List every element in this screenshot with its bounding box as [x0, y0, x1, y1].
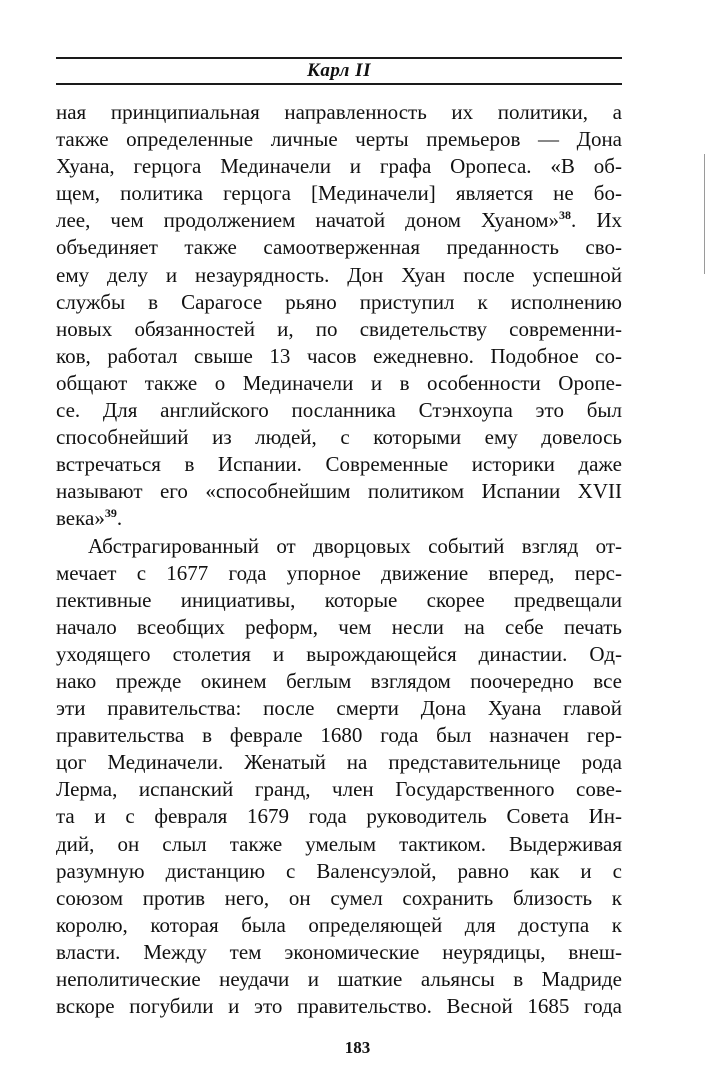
text-segment: . Их: [571, 208, 622, 233]
text-line: объединяет также самоотверженная преданность сво-: [56, 235, 622, 260]
text-line: ная принципиальная направленность их политики, а: [56, 100, 622, 124]
text-line: нако прежде окинем беглым взглядом поочередно все: [56, 668, 622, 693]
text-line: та и с февраля 1679 года руководитель Совета Ин-: [56, 804, 622, 829]
running-title: Карл II: [307, 60, 371, 81]
text-line: дий, он слыл также умелым тактиком. Выдерживая: [56, 831, 622, 856]
text-line: власти. Между тем экономические неурядицы, внеш-: [56, 939, 622, 964]
text-segment: .: [116, 506, 123, 531]
text-line: цог Мединачели. Женатый на представительнице рода: [56, 750, 622, 775]
text-line: начало всеобщих реформ, чем несли на себе печать: [56, 614, 622, 639]
paragraph-2: [56, 533, 622, 1021]
running-header: [56, 57, 622, 85]
body-text: [56, 99, 622, 1020]
text-line: вскоре погубили и это правительство. Весной 1685 года: [56, 994, 622, 1019]
text-line: службы в Сарагосе рьяно приступил к исполнению: [56, 289, 622, 314]
text-line: ков, работал свыше 13 часов ежедневно. Подобное со-: [56, 343, 622, 368]
text-line: [56, 505, 622, 532]
text-line: Лерма, испанский гранд, член Государственного сове-: [56, 777, 622, 802]
text-line: Хуана, герцога Мединачели и графа Оропеса. «В об-: [56, 154, 622, 179]
text-line: способнейший из людей, с которыми ему довелось: [56, 425, 622, 450]
text-line: [56, 207, 622, 234]
text-line: мечает с 1677 года упорное движение вперед, перс-: [56, 560, 622, 585]
text-line: разумную дистанцию с Валенсуэлой, равно как и с: [56, 858, 622, 883]
text-line: называют его «способнейшим политиком Испании XVII: [56, 479, 622, 504]
text-line: ему делу и незаурядность. Дон Хуан после успешной: [56, 262, 622, 287]
text-line: уходящего столетия и вырождающейся династии. Од-: [56, 641, 622, 666]
text-line: союзом против него, он сумел сохранить близость к: [56, 885, 622, 910]
text-line: королю, которая была определяющей для доступа к: [56, 912, 622, 937]
text-line: неполитические неудачи и шаткие альянсы в Мадриде: [56, 967, 622, 991]
text-line: новых обязанностей и, по свидетельству современни-: [56, 316, 622, 341]
text-segment: лее, чем продолжением начатой доном Хуаном»: [56, 208, 560, 233]
margin-line: [704, 154, 705, 274]
page-number: 183: [344, 1038, 371, 1057]
text-line: правительства в феврале 1680 года был назначен гер-: [56, 723, 622, 748]
text-line: общают также о Мединачели и в особенности Оропе-: [56, 370, 622, 395]
footnote-ref-39: 39: [104, 506, 117, 521]
text-segment: века»: [56, 506, 105, 531]
text-line: встречаться в Испании. Современные историки даже: [56, 452, 622, 477]
text-line: пективные инициативы, которые скорее предвещали: [56, 587, 622, 612]
text-line: эти правительства: после смерти Дона Хуана главой: [56, 696, 622, 721]
footnote-ref-38: 38: [559, 208, 572, 223]
paragraph-1: [56, 99, 622, 533]
text-line: се. Для английского посланника Стэнхоупа это был: [56, 398, 622, 423]
text-line: щем, политика герцога [Мединачели] является не бо-: [56, 181, 622, 206]
text-line: Абстрагированный от дворцовых событий взгляд от-: [88, 533, 622, 558]
text-line: также определенные личные черты премьеров — Дона: [56, 127, 622, 152]
